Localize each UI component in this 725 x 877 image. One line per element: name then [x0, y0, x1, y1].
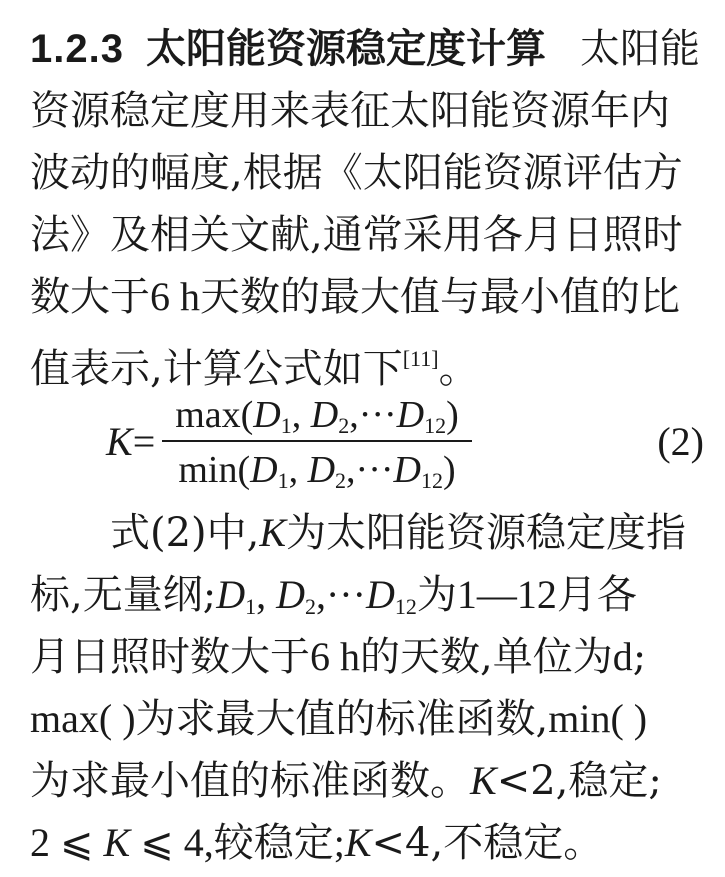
paragraph-line [30, 812, 710, 874]
paragraph-line [30, 328, 710, 390]
hours-value: 6 h [150, 274, 200, 319]
text-run: <4,不稳定。 [371, 820, 604, 866]
max-function: max( ) [30, 696, 136, 741]
text-run: 月日照时数大于 [30, 634, 310, 680]
symbol-k: K [259, 510, 287, 555]
text-run: 2 ⩽ [30, 820, 104, 865]
min-function: min( ) [548, 696, 648, 741]
paragraph-lead: 太阳能 [579, 26, 700, 72]
paragraph-line [30, 80, 710, 142]
equation-number: (2) [657, 419, 704, 464]
paragraph-line [30, 204, 710, 266]
equation-2 [30, 390, 710, 502]
equation-fraction [162, 390, 472, 496]
section-number: 1.2.3 [30, 27, 124, 71]
text-run: 标,无量纲; [30, 572, 217, 618]
text-run: 为求最小值的标准函数。 [30, 758, 470, 804]
equation-lhs: K= [106, 419, 156, 464]
paragraph-line [30, 626, 710, 688]
text-run: 为 [416, 572, 457, 618]
text-run: 波动的幅度,根据《太阳能资源评估方 [30, 150, 683, 196]
text-run: 。 [438, 346, 479, 392]
text-run: 的天数,单位为 [360, 634, 613, 680]
paragraph-line [30, 750, 710, 812]
citation: [11] [402, 346, 439, 371]
text-run: 资源稳定度用来表征太阳能资源年内 [30, 88, 670, 134]
variable-list: $D_1$, $D_2,\cdot\cdot\cdot D_{12}$ [216, 572, 417, 619]
text-run: 法》及相关文献,通常采用各月日照时 [30, 212, 683, 258]
text-run: 值表示,计算公式如下 [30, 346, 403, 392]
paragraph-line [30, 502, 710, 564]
symbol-k: K [344, 820, 372, 865]
month-range: 1—12 [456, 572, 557, 617]
text-run: 月各 [556, 572, 637, 618]
symbol-k: K [103, 820, 131, 865]
text-run: ; [632, 634, 647, 680]
symbol-k: K [470, 758, 497, 803]
paragraph-line [30, 266, 710, 328]
hours-value: 6 h [310, 634, 360, 679]
fraction-numerator: $\max(D_1$, $D_2,\cdot\cdot\cdot D_{12}$) [162, 390, 472, 442]
text-run: 为求最大值的标准函数, [135, 696, 549, 742]
section-title: 太阳能资源稳定度计算 [145, 26, 546, 72]
paragraph-line [30, 564, 710, 626]
section-heading-line [30, 18, 710, 80]
text-run: 为太阳能资源稳定度指 [286, 510, 687, 556]
unit: d [612, 634, 633, 679]
text-run: 天数的最大值与最小值的比 [200, 274, 680, 320]
text-run: <2,稳定; [496, 758, 662, 804]
paragraph-line [30, 688, 710, 750]
text-run: ⩽ 4,较稳定; [130, 820, 345, 865]
text-run: 式(2)中, [110, 510, 260, 556]
text-run: 数大于 [30, 274, 150, 320]
paragraph-line [30, 142, 710, 204]
article-body [30, 18, 710, 874]
fraction-denominator: $\min(D_1$, $D_2,\cdot\cdot\cdot D_{12}$) [178, 449, 456, 493]
